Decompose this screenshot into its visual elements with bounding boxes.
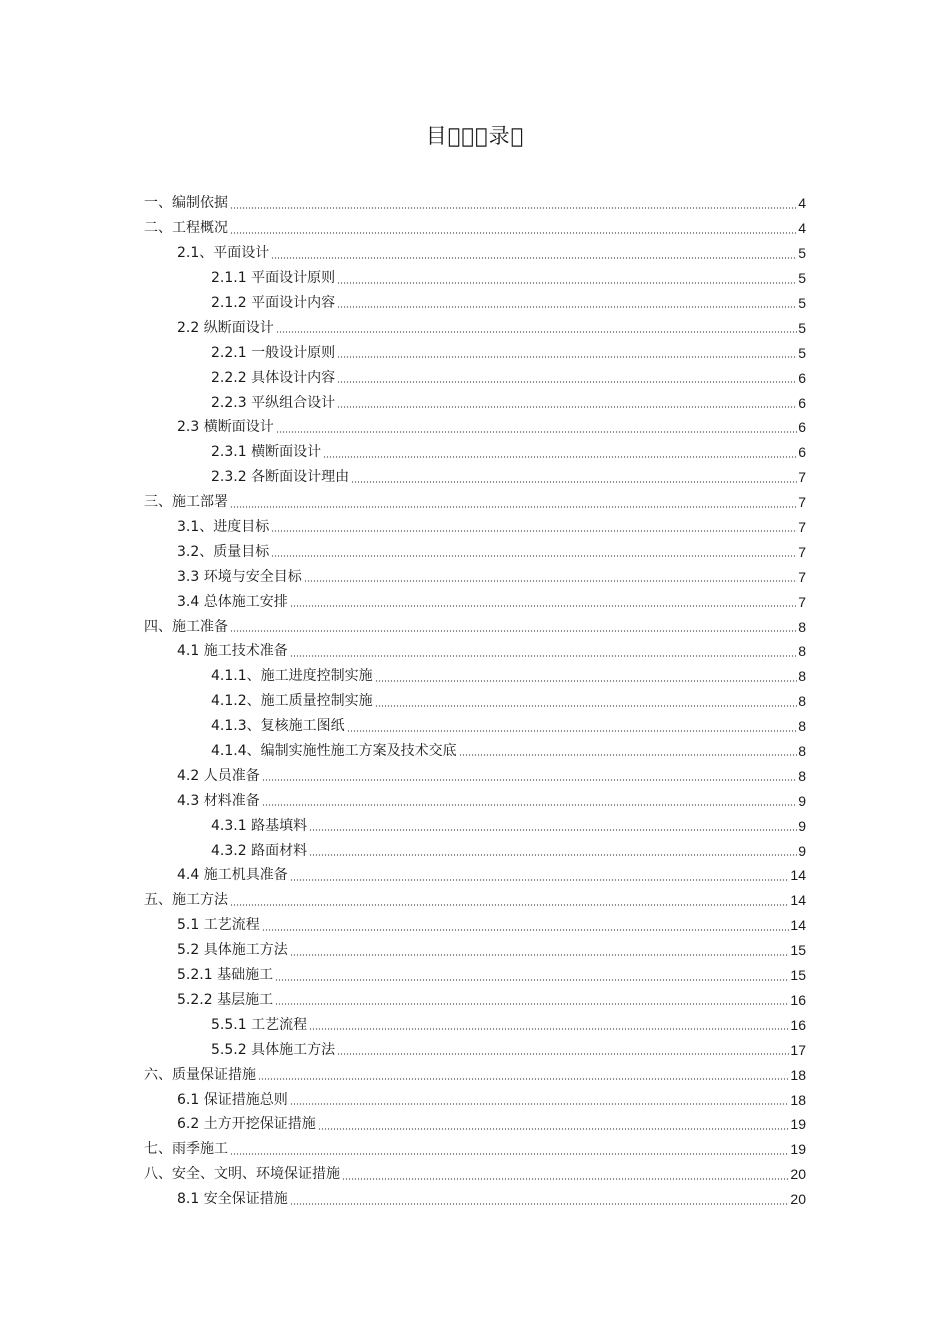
toc-page-number: 17 xyxy=(790,1041,806,1058)
toc-page-number: 6 xyxy=(798,369,806,386)
toc-entry-title: 2.3.2 各断面设计理由 xyxy=(211,469,350,486)
page-title: 目   录  xyxy=(425,124,525,148)
toc-entry[interactable] xyxy=(144,938,806,963)
toc-page-number: 14 xyxy=(790,892,806,909)
toc-entry[interactable] xyxy=(144,963,806,988)
toc-entry-title: 5.2.1 基础施工 xyxy=(177,967,274,984)
toc-entry[interactable] xyxy=(144,315,806,340)
toc-dot-leader xyxy=(230,207,797,209)
toc-dot-leader xyxy=(262,779,797,781)
toc-entry[interactable] xyxy=(144,664,806,689)
toc-dot-leader xyxy=(290,954,790,956)
toc-dot-leader xyxy=(230,630,797,632)
toc-entry[interactable] xyxy=(144,788,806,813)
toc-page-number: 20 xyxy=(790,1166,806,1183)
toc-entry[interactable] xyxy=(144,739,806,764)
toc-page-number: 8 xyxy=(798,693,806,710)
toc-entry[interactable] xyxy=(144,440,806,465)
toc-page-number: 9 xyxy=(798,792,806,809)
toc-entry-title: 3.2、质量目标 xyxy=(177,543,270,560)
toc-entry-title: 2.2.3 平纵组合设计 xyxy=(211,394,336,411)
toc-entry[interactable] xyxy=(144,1162,806,1187)
toc-dot-leader xyxy=(459,754,798,756)
toc-page-number: 7 xyxy=(798,593,806,610)
toc-dot-leader xyxy=(375,705,798,707)
toc-page-number: 5 xyxy=(798,270,806,287)
toc-dot-leader xyxy=(309,854,797,856)
toc-entry-title: 5.5.1 工艺流程 xyxy=(211,1016,308,1033)
toc-dot-leader xyxy=(342,1178,789,1180)
toc-page-number: 8 xyxy=(798,643,806,660)
toc-entry[interactable] xyxy=(144,614,806,639)
toc-entry[interactable] xyxy=(144,913,806,938)
toc-entry[interactable] xyxy=(144,216,806,241)
toc-dot-leader xyxy=(351,481,797,483)
toc-entry[interactable] xyxy=(144,988,806,1013)
toc-entry-title: 3.4 总体施工安排 xyxy=(177,593,288,610)
toc-dot-leader xyxy=(375,680,798,682)
toc-entry[interactable] xyxy=(144,365,806,390)
toc-entry-title: 5.5.2 具体施工方法 xyxy=(211,1041,336,1058)
toc-dot-leader xyxy=(262,804,797,806)
toc-page-number: 19 xyxy=(790,1141,806,1158)
toc-page-number: 5 xyxy=(798,245,806,262)
toc-entry-title: 5.2 具体施工方法 xyxy=(177,942,288,959)
toc-page-number: 14 xyxy=(790,917,806,934)
toc-page-number: 14 xyxy=(790,867,806,884)
toc-entry-title: 4.1 施工技术准备 xyxy=(177,643,288,660)
toc-entry[interactable] xyxy=(144,838,806,863)
table-of-contents xyxy=(144,191,806,1212)
toc-entry[interactable] xyxy=(144,390,806,415)
toc-page-number: 7 xyxy=(798,543,806,560)
toc-dot-leader xyxy=(275,1003,789,1005)
toc-entry[interactable] xyxy=(144,564,806,589)
toc-entry[interactable] xyxy=(144,639,806,664)
toc-dot-leader xyxy=(290,605,797,607)
toc-dot-leader xyxy=(230,904,789,906)
toc-page-number: 15 xyxy=(790,942,806,959)
toc-dot-leader xyxy=(337,282,797,284)
toc-entry-title: 3.1、进度目标 xyxy=(177,519,270,536)
toc-page-number: 8 xyxy=(798,767,806,784)
toc-entry-title: 4.3.1 路基填料 xyxy=(211,817,308,834)
toc-page-number: 6 xyxy=(798,419,806,436)
toc-dot-leader xyxy=(290,879,790,881)
toc-entry[interactable] xyxy=(144,714,806,739)
toc-dot-leader xyxy=(271,530,797,532)
toc-page-number: 4 xyxy=(798,220,806,237)
toc-entry[interactable] xyxy=(144,291,806,316)
toc-page-number: 7 xyxy=(798,494,806,511)
toc-entry-title: 4.1.4、编制实施性施工方案及技术交底 xyxy=(211,743,457,760)
toc-page-number: 8 xyxy=(798,718,806,735)
toc-entry-title: 6.2 土方开挖保证措施 xyxy=(177,1116,316,1133)
toc-entry-title: 一、编制依据 xyxy=(144,195,228,212)
toc-entry-title: 4.4 施工机具准备 xyxy=(177,867,288,884)
toc-dot-leader xyxy=(337,306,797,308)
toc-entry-title: 二、工程概况 xyxy=(144,220,228,237)
toc-page-number: 8 xyxy=(798,668,806,685)
toc-dot-leader xyxy=(337,406,797,408)
toc-page-number: 8 xyxy=(798,618,806,635)
toc-entry-title: 6.1 保证措施总则 xyxy=(177,1091,288,1108)
toc-page-number: 9 xyxy=(798,817,806,834)
toc-dot-leader xyxy=(304,580,797,582)
toc-entry[interactable] xyxy=(144,888,806,913)
toc-entry-title: 2.3 横断面设计 xyxy=(177,419,274,436)
toc-entry[interactable] xyxy=(144,1187,806,1212)
toc-page-number: 4 xyxy=(798,195,806,212)
toc-entry[interactable] xyxy=(144,465,806,490)
toc-entry-title: 2.1、平面设计 xyxy=(177,245,270,262)
toc-dot-leader xyxy=(276,331,797,333)
toc-dot-leader xyxy=(290,1203,790,1205)
toc-page-number: 6 xyxy=(798,394,806,411)
toc-entry[interactable] xyxy=(144,539,806,564)
toc-entry[interactable] xyxy=(144,1062,806,1087)
toc-page-number: 20 xyxy=(790,1191,806,1208)
toc-page-number: 7 xyxy=(798,568,806,585)
toc-entry[interactable] xyxy=(144,241,806,266)
toc-entry-title: 5.1 工艺流程 xyxy=(177,917,260,934)
toc-dot-leader xyxy=(318,1128,790,1130)
toc-entry[interactable] xyxy=(144,340,806,365)
toc-dot-leader xyxy=(230,1153,789,1155)
toc-dot-leader xyxy=(230,232,797,234)
toc-dot-leader xyxy=(337,1053,789,1055)
toc-entry[interactable] xyxy=(144,515,806,540)
toc-entry-title: 七、雨季施工 xyxy=(144,1141,228,1158)
toc-entry[interactable] xyxy=(144,589,806,614)
toc-dot-leader xyxy=(271,257,797,259)
toc-entry-title: 2.1.1 平面设计原则 xyxy=(211,270,336,287)
toc-entry-title: 2.2.2 具体设计内容 xyxy=(211,369,336,386)
toc-entry-title: 2.2 纵断面设计 xyxy=(177,319,274,336)
toc-entry-title: 六、质量保证措施 xyxy=(144,1066,256,1083)
toc-entry[interactable] xyxy=(144,415,806,440)
toc-dot-leader xyxy=(230,506,797,508)
toc-page-number: 18 xyxy=(790,1066,806,1083)
toc-entry[interactable] xyxy=(144,813,806,838)
toc-entry[interactable] xyxy=(144,1037,806,1062)
toc-entry-title: 4.3 材料准备 xyxy=(177,792,260,809)
toc-entry-title: 2.1.2 平面设计内容 xyxy=(211,295,336,311)
toc-entry[interactable] xyxy=(144,191,806,216)
toc-dot-leader xyxy=(309,829,797,831)
toc-dot-leader xyxy=(337,381,797,383)
toc-page-number: 6 xyxy=(798,444,806,461)
toc-entry[interactable] xyxy=(144,1112,806,1137)
toc-dot-leader xyxy=(271,555,797,557)
toc-dot-leader xyxy=(309,1028,789,1030)
toc-dot-leader xyxy=(290,1103,790,1105)
toc-entry-title: 三、施工部署 xyxy=(144,494,228,511)
toc-entry-title: 4.1.1、施工进度控制实施 xyxy=(211,668,373,685)
toc-dot-leader xyxy=(323,456,797,458)
toc-dot-leader xyxy=(275,979,789,981)
toc-entry-title: 4.1.3、复核施工图纸 xyxy=(211,718,345,735)
toc-dot-leader xyxy=(290,655,797,657)
toc-entry[interactable] xyxy=(144,1137,806,1162)
toc-entry-title: 2.3.1 横断面设计 xyxy=(211,444,322,461)
toc-dot-leader xyxy=(262,929,790,931)
toc-entry-title: 3.3 环境与安全目标 xyxy=(177,568,302,585)
toc-entry-title: 四、施工准备 xyxy=(144,618,228,635)
toc-entry[interactable] xyxy=(144,1087,806,1112)
toc-entry-title: 2.2.1 一般设计原则 xyxy=(211,344,336,361)
toc-page-number: 18 xyxy=(790,1091,806,1108)
toc-page-number: 19 xyxy=(790,1116,806,1133)
toc-entry[interactable] xyxy=(144,266,806,291)
toc-entry-title: 4.3.2 路面材料 xyxy=(211,842,308,859)
toc-page-number: 9 xyxy=(798,842,806,859)
toc-entry-title: 8.1 安全保证措施 xyxy=(177,1191,288,1208)
toc-entry[interactable] xyxy=(144,689,806,714)
toc-page-number: 16 xyxy=(790,1016,806,1033)
toc-entry[interactable] xyxy=(144,490,806,515)
toc-page-number: 15 xyxy=(790,967,806,984)
toc-page-number: 7 xyxy=(798,469,806,486)
toc-dot-leader xyxy=(347,730,798,732)
toc-page-number: 16 xyxy=(790,991,806,1008)
toc-entry-title: 4.2 人员准备 xyxy=(177,767,260,784)
toc-page-number: 5 xyxy=(798,295,806,311)
toc-dot-leader xyxy=(258,1078,789,1080)
toc-page-number: 5 xyxy=(798,344,806,361)
toc-entry-title: 5.2.2 基层施工 xyxy=(177,991,274,1008)
toc-page-number: 8 xyxy=(798,743,806,760)
toc-entry[interactable] xyxy=(144,1012,806,1037)
toc-dot-leader xyxy=(337,356,797,358)
toc-entry-title: 4.1.2、施工质量控制实施 xyxy=(211,693,373,710)
toc-entry[interactable] xyxy=(144,863,806,888)
toc-page-number: 7 xyxy=(798,519,806,536)
toc-page-number: 5 xyxy=(798,319,806,336)
toc-entry-title: 八、安全、文明、环境保证措施 xyxy=(144,1166,340,1183)
toc-entry[interactable] xyxy=(144,763,806,788)
toc-dot-leader xyxy=(276,431,797,433)
toc-entry-title: 五、施工方法 xyxy=(144,892,228,909)
